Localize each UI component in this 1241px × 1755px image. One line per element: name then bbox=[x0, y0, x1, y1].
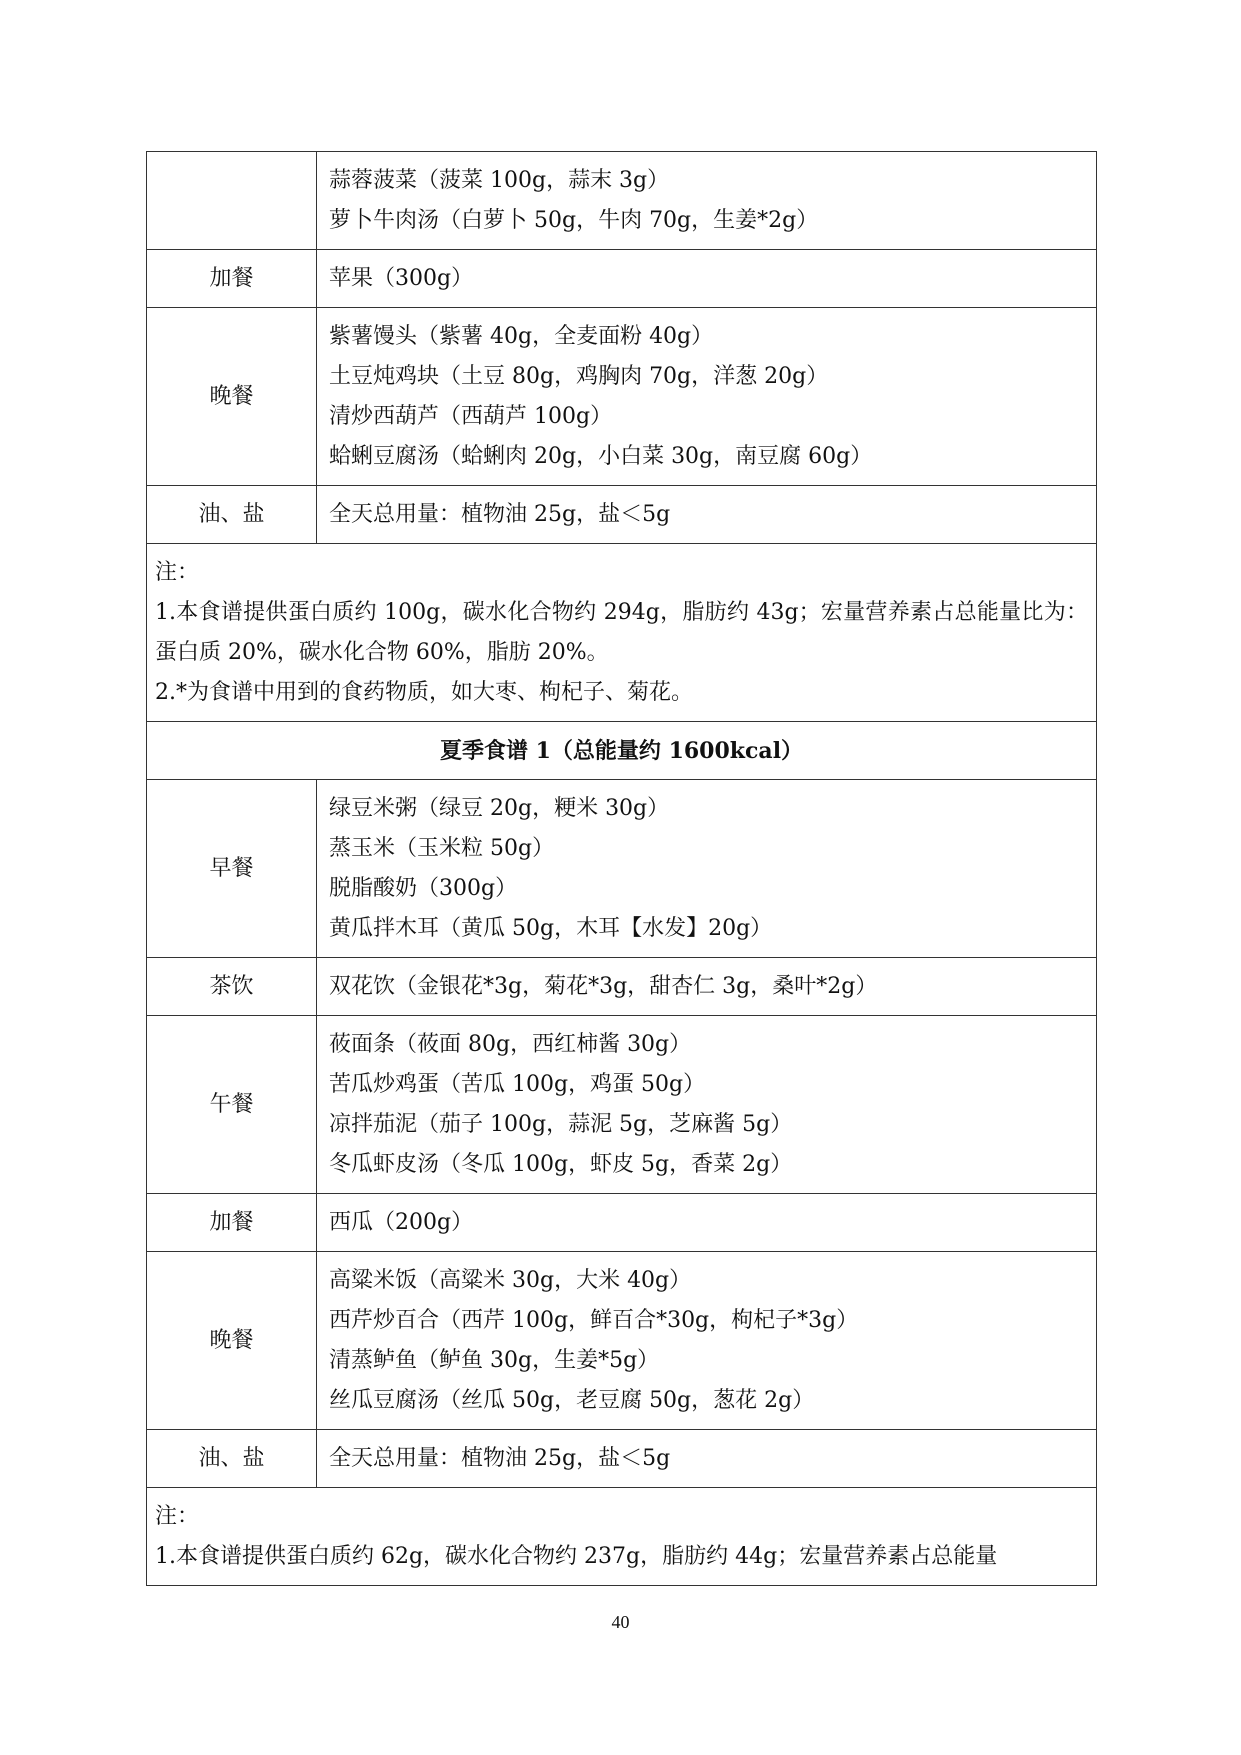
menu-table bbox=[146, 151, 1097, 1586]
menu-item: 蒜蓉菠菜（菠菜 100g，蒜末 3g） bbox=[329, 167, 670, 193]
table-row-section-title bbox=[147, 722, 1097, 780]
meal-label: 午餐 bbox=[147, 1016, 317, 1194]
table-row-dinner bbox=[147, 1252, 1097, 1430]
table-row-note bbox=[147, 544, 1097, 722]
menu-item: 土豆炖鸡块（土豆 80g，鸡胸肉 70g，洋葱 20g） bbox=[329, 363, 829, 389]
note-title: 注： bbox=[155, 559, 200, 585]
menu-item: 凉拌茄泥（茄子 100g，蒜泥 5g，芝麻酱 5g） bbox=[329, 1111, 793, 1137]
lunch-items bbox=[317, 1016, 1097, 1194]
dinner-items bbox=[317, 1252, 1097, 1430]
breakfast-items bbox=[317, 780, 1097, 958]
meal-label: 加餐 bbox=[147, 1194, 317, 1252]
meal-label: 茶饮 bbox=[147, 958, 317, 1016]
menu-item: 双花饮（金银花*3g，菊花*3g，甜杏仁 3g，桑叶*2g） bbox=[329, 973, 878, 999]
menu-item: 蛤蜊豆腐汤（蛤蜊肉 20g，小白菜 30g，南豆腐 60g） bbox=[329, 443, 873, 469]
menu-item: 绿豆米粥（绿豆 20g，粳米 30g） bbox=[329, 795, 670, 821]
menu-item: 冬瓜虾皮汤（冬瓜 100g，虾皮 5g，香菜 2g） bbox=[329, 1151, 793, 1177]
menu-item: 莜面条（莜面 80g，西红柿酱 30g） bbox=[329, 1031, 692, 1057]
menu-item: 蒸玉米（玉米粒 50g） bbox=[329, 835, 555, 861]
table-row-note bbox=[147, 1488, 1097, 1586]
menu-item: 脱脂酸奶（300g） bbox=[329, 875, 518, 901]
menu-item: 西芹炒百合（西芹 100g，鲜百合*30g，枸杞子*3g） bbox=[329, 1307, 859, 1333]
note-item: 1.本食谱提供蛋白质约 62g，碳水化合物约 237g，脂肪约 44g；宏量营养素占总能量 bbox=[155, 1543, 998, 1569]
note-cell bbox=[147, 1488, 1097, 1586]
table-row-tea bbox=[147, 958, 1097, 1016]
note-item: 2.*为食谱中用到的食药物质，如大枣、枸杞子、菊花。 bbox=[155, 679, 693, 705]
table-row-lunch bbox=[147, 1016, 1097, 1194]
menu-item: 丝瓜豆腐汤（丝瓜 50g，老豆腐 50g，葱花 2g） bbox=[329, 1387, 815, 1413]
table-row-breakfast bbox=[147, 780, 1097, 958]
note-cell bbox=[147, 544, 1097, 722]
oil-salt-text bbox=[317, 1430, 1097, 1488]
meal-label: 加餐 bbox=[147, 250, 317, 308]
meal-label-empty bbox=[147, 152, 317, 250]
menu-item: 苹果（300g） bbox=[329, 265, 474, 291]
lunch-continued-items bbox=[317, 152, 1097, 250]
meal-label: 晚餐 bbox=[147, 308, 317, 486]
meal-label: 油、盐 bbox=[147, 1430, 317, 1488]
meal-label: 早餐 bbox=[147, 780, 317, 958]
snack-items bbox=[317, 250, 1097, 308]
menu-item: 高粱米饭（高粱米 30g，大米 40g） bbox=[329, 1267, 692, 1293]
oil-salt-value: 全天总用量：植物油 25g，盐＜5g bbox=[329, 501, 671, 527]
snack-items bbox=[317, 1194, 1097, 1252]
dinner-items bbox=[317, 308, 1097, 486]
table-row-lunch-continued bbox=[147, 152, 1097, 250]
note-item: 1.本食谱提供蛋白质约 100g，碳水化合物约 294g，脂肪约 43g；宏量营养素占总能量比为：蛋白质 20%，碳水化合物 60%，脂肪 20%。 bbox=[155, 599, 1088, 665]
menu-item: 西瓜（200g） bbox=[329, 1209, 474, 1235]
menu-item: 苦瓜炒鸡蛋（苦瓜 100g，鸡蛋 50g） bbox=[329, 1071, 706, 1097]
section-title: 夏季食谱 1（总能量约 1600kcal） bbox=[147, 722, 1097, 780]
table-row-snack bbox=[147, 1194, 1097, 1252]
page-number: 40 bbox=[611, 1612, 630, 1632]
menu-item: 清蒸鲈鱼（鲈鱼 30g，生姜*5g） bbox=[329, 1347, 660, 1373]
oil-salt-text bbox=[317, 486, 1097, 544]
tea-items bbox=[317, 958, 1097, 1016]
meal-label: 晚餐 bbox=[147, 1252, 317, 1430]
table-row-oil-salt bbox=[147, 1430, 1097, 1488]
oil-salt-value: 全天总用量：植物油 25g，盐＜5g bbox=[329, 1445, 671, 1471]
menu-item: 萝卜牛肉汤（白萝卜 50g，牛肉 70g，生姜*2g） bbox=[329, 207, 819, 233]
table-row-snack bbox=[147, 250, 1097, 308]
menu-item: 紫薯馒头（紫薯 40g，全麦面粉 40g） bbox=[329, 323, 714, 349]
table-row-oil-salt bbox=[147, 486, 1097, 544]
menu-item: 黄瓜拌木耳（黄瓜 50g，木耳【水发】20g） bbox=[329, 915, 773, 941]
menu-item: 清炒西葫芦（西葫芦 100g） bbox=[329, 403, 613, 429]
meal-label: 油、盐 bbox=[147, 486, 317, 544]
table-row-dinner bbox=[147, 308, 1097, 486]
note-title: 注： bbox=[155, 1503, 200, 1529]
